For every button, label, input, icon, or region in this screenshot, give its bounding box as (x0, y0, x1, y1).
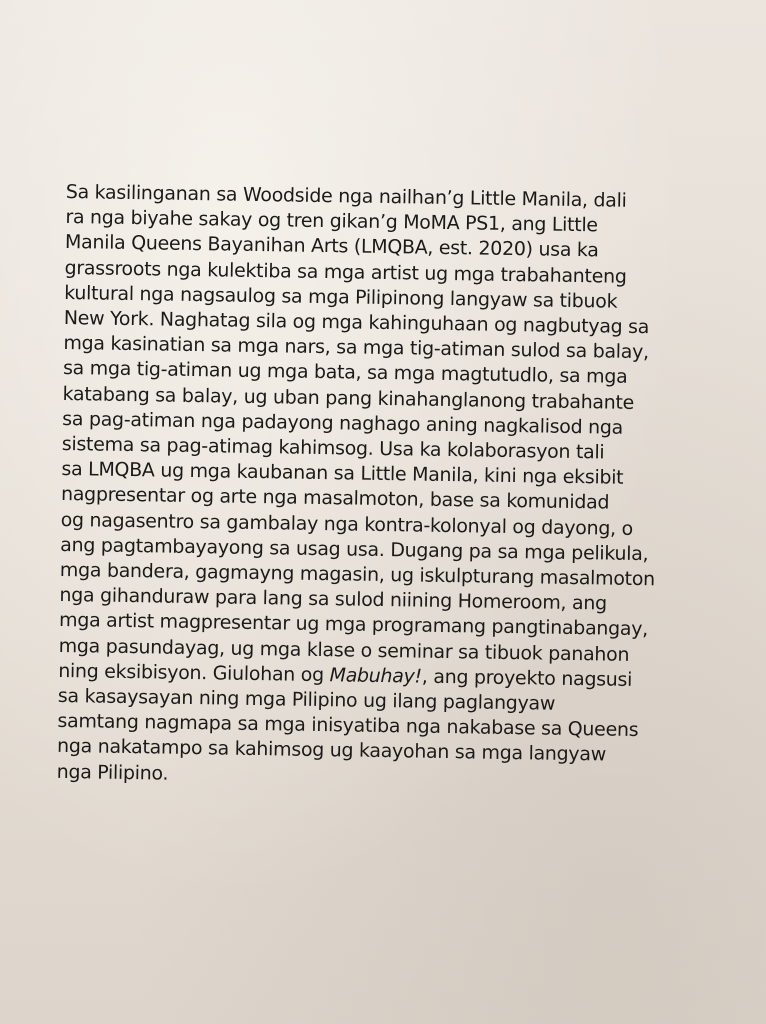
text-line: mga kasinatian sa mga nars, sa mga tig-atiman sulod sa balay, (63, 332, 649, 364)
text-line: mga bandera, gagmayng magasin, ug iskulpturang masalmoton (59, 559, 656, 591)
text-line: Sa kasilinganan sa Woodside nga nailhan’g Little Manila, dali (65, 180, 627, 212)
text-line: sistema sa pag-atimag kahimsog. Usa ka kolaborasyon tali (61, 433, 605, 464)
text-line: sa LMQBA ug mga kaubanan sa Little Manila, kini nga eksibit (61, 458, 624, 490)
text-line: sa kasaysayan ning mga Pilipino ug ilang paglangyaw (57, 685, 556, 715)
project-title-italic: Mabuhay! (329, 664, 423, 688)
text-line: New York. Naghatag sila og mga kahinguhaan og nagbutyag sa (63, 306, 650, 339)
text-line: kultural nga nagsaulog sa mga Pilipinong langyaw sa tibuok (64, 281, 618, 313)
text-line: nga nakatampo sa kahimsog ug kaayohan sa mga langyaw (56, 735, 607, 767)
text-line: nga Pilipino. (56, 760, 169, 785)
text-line: samtang nagmapa sa mga inisyatiba nga nakabase sa Queens (57, 710, 639, 742)
text-line: sa pag-atiman nga padayong naghago aning nagkalisod nga (62, 407, 624, 439)
text-line: mga artist magpresentar ug mga programang pangtinabangay, (58, 609, 649, 641)
text-segment: ning eksibisyon. Giulohan og (58, 659, 330, 687)
text-segment: , ang proyekto nagsusi (421, 665, 633, 691)
text-line: nga gihanduraw para lang sa sulod niining Homeroom, ang (59, 584, 608, 615)
text-line: grassroots nga kulektiba sa mga artist ug mga trabahanteng (64, 256, 627, 288)
text-line: Manila Queens Bayanihan Arts (LMQBA, est. 2020) usa ka (64, 231, 599, 262)
text-line: og nagasentro sa gambalay nga kontra-kolonyal og dayong, o (60, 508, 634, 540)
text-line: mga pasundayag, ug mga klase o seminar sa tibuok panahon (58, 634, 630, 666)
text-line: ang pagtambayayong sa usag usa. Dugang pa sa mga pelikula, (60, 533, 649, 566)
text-line: katabang sa balay, ug uban pang kinahanglanong trabahante (62, 382, 635, 414)
text-line: sa mga tig-atiman ug mga bata, sa mga magtutudlo, sa mga (62, 357, 628, 389)
text-line: nagpresentar og arte nga masalmoton, base sa komunidad (60, 483, 610, 515)
text-line: ra nga biyahe sakay og tren gikan’g MoMA PS1, ang Little (65, 206, 598, 237)
wall-text-panel (56, 180, 725, 795)
